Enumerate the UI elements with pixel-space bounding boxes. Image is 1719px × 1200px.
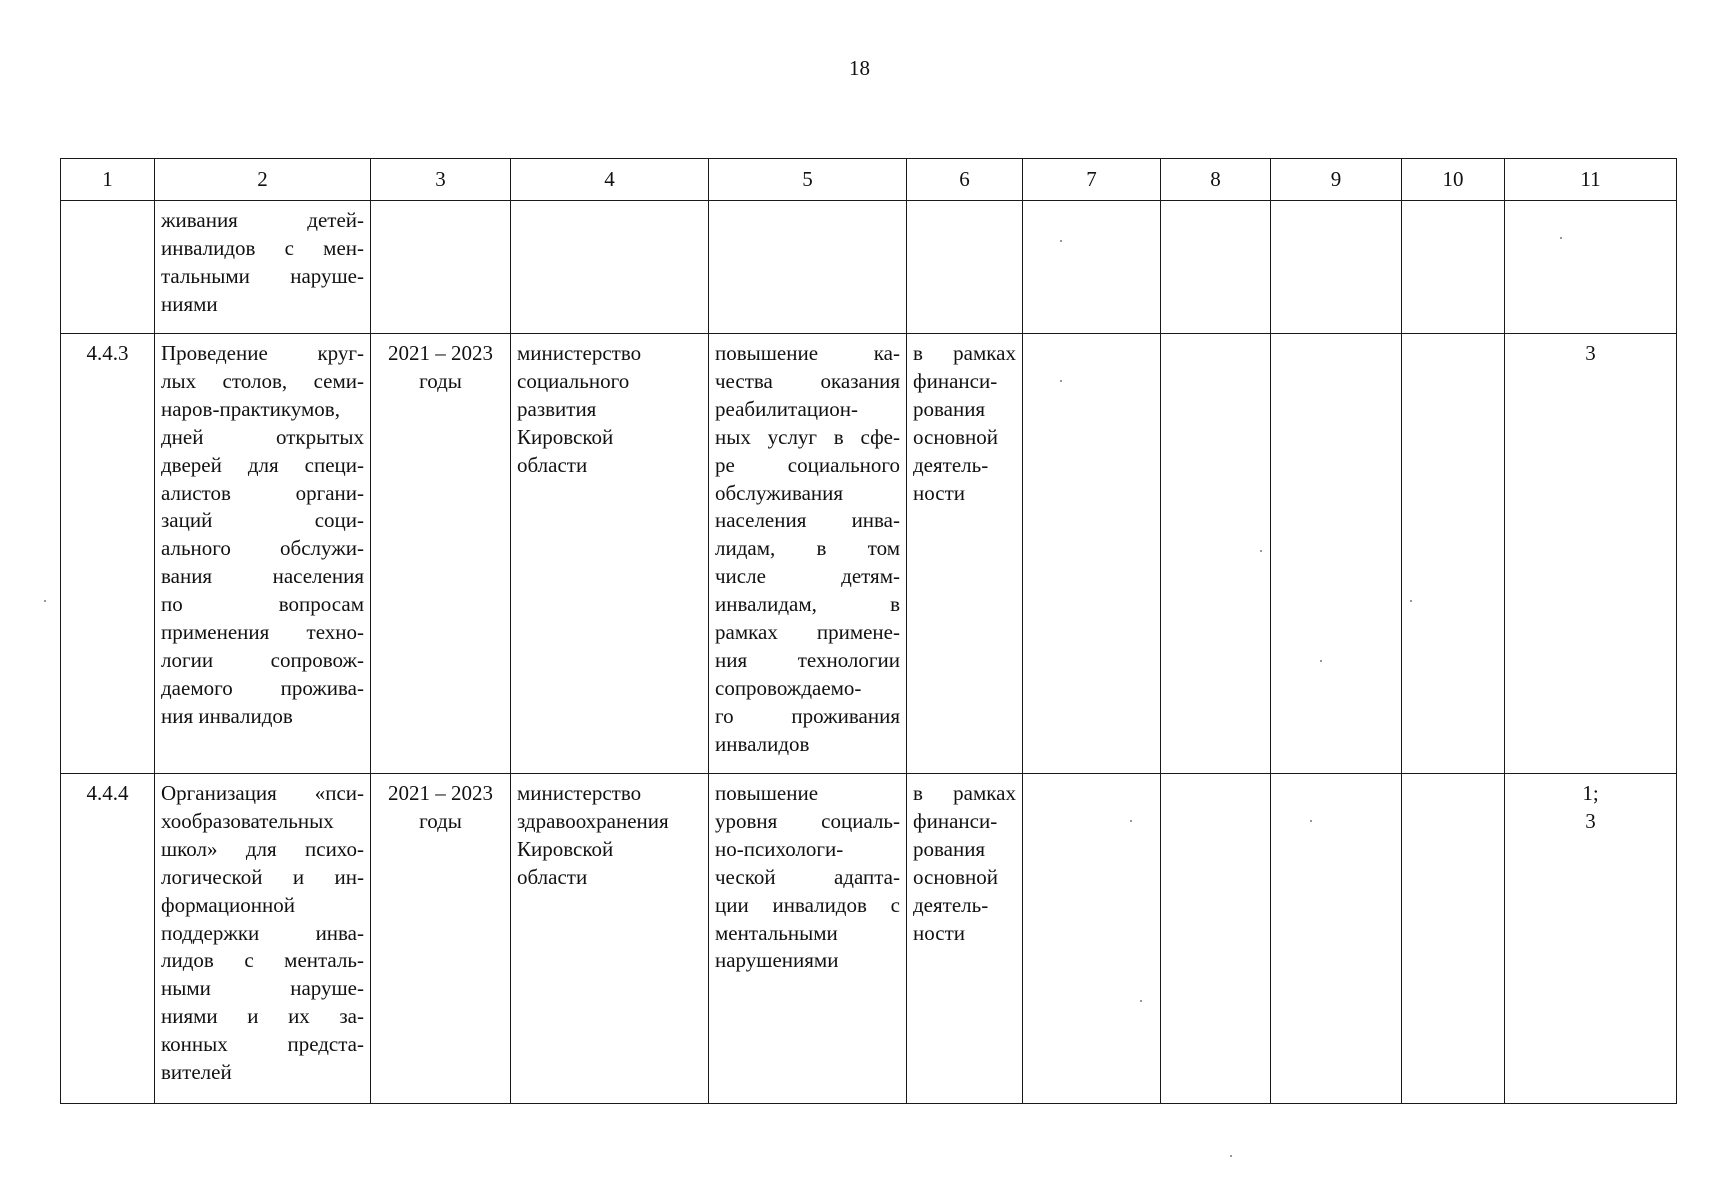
header-cell-2: 2: [155, 159, 371, 201]
cell-line: рамках примене-: [715, 620, 900, 645]
cell-line: логической и ин-: [161, 864, 364, 889]
scan-speck: [1560, 237, 1562, 239]
cell-line: области: [517, 452, 588, 477]
cell-line: реабилитацион-: [715, 396, 859, 421]
cell-line: инвалидов с мен-: [161, 235, 364, 260]
cell-line: Кировской: [517, 424, 614, 449]
cell-col10: [1402, 334, 1505, 774]
cell-line: ции инвалидов с: [715, 892, 900, 917]
cell-col11: [1505, 334, 1677, 774]
cell-line: даемого прожива-: [161, 675, 364, 700]
cell-line: повышение: [715, 781, 819, 805]
scan-speck: [1260, 550, 1262, 552]
cell-line: числе детям-: [715, 564, 900, 589]
cell-line: хообразовательных: [161, 808, 334, 833]
cell-col9: [1271, 334, 1402, 774]
cell-col9: [1271, 201, 1402, 334]
cell-line: заций соци-: [161, 508, 364, 533]
cell-result: [709, 774, 907, 1104]
cell-line: основной: [913, 864, 998, 889]
cell-line: применения техно-: [161, 620, 364, 645]
cell-financing: [907, 201, 1023, 334]
header-cell-6: 6: [907, 159, 1023, 201]
cell-line: Организация «пси-: [161, 781, 364, 805]
cell-line: Проведение круг-: [161, 341, 364, 365]
cell-line: годы: [419, 808, 462, 833]
cell-line: чества оказания: [715, 368, 900, 393]
cell-line: министерство: [517, 341, 642, 365]
cell-line: дней открытых: [161, 424, 364, 449]
scan-speck: [1320, 660, 1322, 662]
cell-col10: [1402, 201, 1505, 334]
cell-col7: [1023, 334, 1161, 774]
header-row: [61, 159, 1677, 201]
cell-line: поддержки инва-: [161, 920, 364, 945]
cell-line: тальными наруше-: [161, 263, 364, 288]
cell-line: повышение ка-: [715, 341, 900, 365]
cell-line: формационной: [161, 892, 295, 917]
cell-line: вителей: [161, 1060, 232, 1085]
cell-line: ности: [913, 920, 965, 945]
cell-period: [371, 334, 511, 774]
cell-line: но-психологи-: [715, 836, 844, 861]
cell-period: [371, 774, 511, 1104]
cell-line: годы: [419, 368, 462, 393]
header-cell-8: 8: [1161, 159, 1271, 201]
cell-line: уровня социаль-: [715, 808, 900, 833]
cell-executor: [511, 334, 709, 774]
cell-line: 3: [1585, 341, 1596, 365]
cell-line: социального: [517, 368, 630, 393]
cell-line: лых столов, семи-: [161, 368, 364, 393]
cell-line: логии сопровож-: [161, 647, 364, 672]
header-cell-11: 11: [1505, 159, 1677, 201]
cell-line: сопровождаемо-: [715, 675, 862, 700]
cell-line: деятель-: [913, 452, 989, 477]
cell-line: инвалидов: [715, 731, 810, 756]
scan-speck: [1060, 240, 1062, 242]
cell-line: живания детей-: [161, 208, 364, 232]
cell-line: ниями: [161, 291, 218, 316]
cell-line: здравоохранения: [517, 808, 669, 833]
header-cell-1: 1: [61, 159, 155, 201]
cell-line: го проживания: [715, 703, 900, 728]
cell-line: ными наруше-: [161, 976, 364, 1001]
cell-line: ального обслужи-: [161, 536, 364, 561]
cell-line: министерство: [517, 781, 642, 805]
cell-financing: [907, 774, 1023, 1104]
cell-col7: [1023, 201, 1161, 334]
cell-line: в рамках: [913, 341, 1016, 365]
cell-line: инвалидам, в: [715, 592, 900, 617]
header-cell-5: 5: [709, 159, 907, 201]
scan-speck: [1130, 820, 1132, 822]
cell-line: ных услуг в сфе-: [715, 424, 900, 449]
cell-line: рования: [913, 396, 986, 421]
header-cell-7: 7: [1023, 159, 1161, 201]
cell-line: 3: [1585, 808, 1596, 833]
cell-line: нарушениями: [715, 948, 839, 973]
cell-number: 4.4.3: [61, 334, 155, 774]
cell-line: деятель-: [913, 892, 989, 917]
table-row: [61, 334, 1677, 774]
table-body: [61, 201, 1677, 1104]
cell-line: школ» для психо-: [161, 836, 364, 861]
cell-executor: [511, 774, 709, 1104]
cell-line: наров-практикумов,: [161, 396, 340, 421]
cell-line: области: [517, 864, 588, 889]
scan-speck: [1140, 1000, 1142, 1002]
table-row: [61, 201, 1677, 334]
cell-line: финанси-: [913, 808, 998, 833]
cell-result: [709, 334, 907, 774]
cell-line: населения инва-: [715, 508, 900, 533]
cell-period: [371, 201, 511, 334]
header-cell-4: 4: [511, 159, 709, 201]
cell-col8: [1161, 334, 1271, 774]
cell-line: 1;: [1582, 781, 1599, 805]
cell-col10: [1402, 774, 1505, 1104]
cell-line: вания населения: [161, 564, 364, 589]
cell-line: 2021 – 2023: [388, 781, 493, 805]
cell-measure: [155, 201, 371, 334]
cell-line: развития: [517, 396, 597, 421]
cell-line: ческой адапта-: [715, 864, 900, 889]
cell-executor: [511, 201, 709, 334]
cell-financing: [907, 334, 1023, 774]
cell-col11: [1505, 774, 1677, 1104]
cell-number: [61, 201, 155, 334]
table-row: [61, 774, 1677, 1104]
cell-line: ре социального: [715, 452, 900, 477]
page-number: 18: [849, 56, 870, 80]
cell-line: по вопросам: [161, 592, 364, 617]
scan-speck: [1060, 380, 1062, 382]
cell-line: ния технологии: [715, 647, 900, 672]
cell-number: 4.4.4: [61, 774, 155, 1104]
cell-line: ментальными: [715, 920, 838, 945]
cell-line: ности: [913, 480, 965, 505]
scan-speck: [1310, 820, 1312, 822]
cell-line: основной: [913, 424, 998, 449]
header-cell-3: 3: [371, 159, 511, 201]
scan-speck: [44, 600, 46, 602]
scan-speck: [1410, 600, 1412, 602]
header-cell-9: 9: [1271, 159, 1402, 201]
cell-line: обслуживания: [715, 480, 844, 505]
cell-measure: [155, 774, 371, 1104]
cell-col7: [1023, 774, 1161, 1104]
cell-result: [709, 201, 907, 334]
header-cell-10: 10: [1402, 159, 1505, 201]
measures-table: [60, 158, 1677, 1104]
cell-line: 2021 – 2023: [388, 341, 493, 365]
cell-line: ния инвалидов: [161, 703, 293, 728]
cell-line: рования: [913, 836, 986, 861]
cell-line: в рамках: [913, 781, 1016, 805]
cell-col11: [1505, 201, 1677, 334]
cell-line: финанси-: [913, 368, 998, 393]
cell-col8: [1161, 774, 1271, 1104]
cell-line: ниями и их за-: [161, 1004, 364, 1029]
cell-measure: [155, 334, 371, 774]
cell-line: лидов с менталь-: [161, 948, 364, 973]
cell-col8: [1161, 201, 1271, 334]
scan-speck: [1230, 1155, 1232, 1157]
cell-line: лидам, в том: [715, 536, 900, 561]
cell-line: Кировской: [517, 836, 614, 861]
cell-col9: [1271, 774, 1402, 1104]
cell-line: конных предста-: [161, 1032, 364, 1057]
cell-line: дверей для специ-: [161, 452, 364, 477]
cell-line: алистов органи-: [161, 480, 364, 505]
